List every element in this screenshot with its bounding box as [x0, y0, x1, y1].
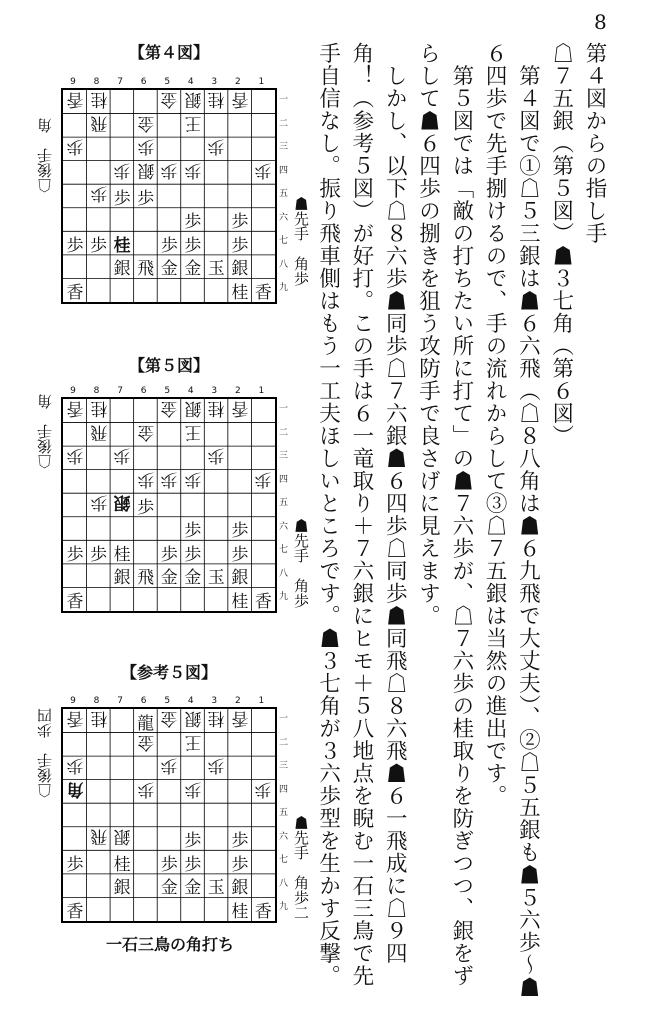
sente-piece: 銀 — [113, 878, 131, 899]
gote-piece: 銀 — [184, 398, 202, 419]
sente-piece: 歩 — [184, 235, 202, 256]
sente-piece: 歩 — [231, 544, 249, 565]
sente-piece: 香 — [254, 282, 272, 303]
sente-piece: 銀 — [113, 568, 131, 589]
gote-piece: 桂 — [90, 708, 108, 729]
sente-piece: 歩 — [66, 544, 84, 565]
sente-piece: 歩 — [184, 212, 202, 233]
gote-piece: 歩 — [113, 445, 131, 466]
shogi-board — [61, 88, 277, 304]
sente-piece: 玉 — [207, 878, 225, 899]
file-label: 5 — [164, 77, 171, 87]
gote-piece: 桂 — [90, 398, 108, 419]
gote-piece: 角 — [66, 779, 84, 800]
gote-piece: 銀 — [184, 708, 202, 729]
gote-piece: 銀 — [184, 89, 202, 110]
sente-piece: 銀 — [231, 878, 249, 899]
gote-piece: 歩 — [184, 779, 202, 800]
paragraph: 第５図では「敵の打ちたい所に打て」の☗７六歩が、☖７六歩の桂取りを防ぎつつ、銀をずらして☗６四歩の捌きを狙う攻防手で良さげに見えます。 — [415, 42, 474, 987]
sente-piece: 歩 — [66, 235, 84, 256]
file-label: 4 — [187, 386, 194, 396]
rank-label: 八 — [279, 568, 289, 579]
sente-piece: 歩 — [231, 831, 249, 852]
file-label: 9 — [70, 696, 76, 706]
sente-piece: 玉 — [207, 568, 225, 589]
rank-label: 六 — [279, 831, 289, 842]
file-label: 6 — [140, 77, 147, 87]
gote-hand: ☖後手 角 — [36, 118, 54, 193]
paragraph: しかし、以下☖８六歩☗同歩☖７六銀☗６四歩☖同歩☗同飛☖８六飛☗６一飛成に☖９四角！（参考５図）が好打。この手は６一竜取り＋７六銀にヒモ＋５八地点を睨む一石三鳥で先手自信なし。振り飛車側はもう一工夫ほしいところです。☗３七角が３六歩型を生かす反撃。 — [315, 42, 408, 987]
file-label: 7 — [117, 77, 123, 87]
gote-hand: ☖後手 歩四 — [36, 708, 54, 798]
gote-piece: 香 — [231, 708, 249, 729]
file-label: 6 — [140, 386, 147, 396]
gote-piece: 歩 — [254, 160, 272, 181]
sente-piece: 歩 — [90, 235, 108, 256]
gote-piece: 王 — [184, 732, 202, 753]
paragraph: ☖７五銀（第５図）☗３七角（第６図） — [548, 42, 574, 447]
rank-label: 七 — [279, 236, 289, 247]
gote-piece: 飛 — [90, 826, 108, 847]
sente-piece: 香 — [66, 901, 84, 922]
gote-piece: 歩 — [184, 160, 202, 181]
file-label: 7 — [117, 386, 123, 396]
rank-label: 二 — [279, 427, 289, 438]
sente-piece: 金 — [184, 259, 202, 280]
sente-piece: 歩 — [231, 235, 249, 256]
rank-label: 四 — [279, 474, 289, 485]
sente-piece: 歩 — [184, 521, 202, 542]
gote-piece: 歩 — [90, 183, 108, 204]
gote-piece: 銀 — [137, 160, 155, 181]
diagram-caption: 【参考５図】 — [120, 663, 217, 682]
diagram-caption: 【第５図】 — [128, 356, 209, 375]
rank-label: 八 — [279, 259, 289, 270]
file-label: 3 — [211, 696, 218, 706]
file-label: 8 — [93, 386, 100, 396]
rank-label: 四 — [279, 165, 289, 176]
paragraph: 第４図からの指し手 — [582, 42, 607, 245]
file-label: 1 — [258, 77, 265, 87]
file-label: 2 — [234, 696, 241, 706]
sente-piece: 桂 — [231, 901, 249, 922]
sente-hand: ☗先手 角歩 — [292, 518, 310, 608]
gote-piece: 歩 — [66, 136, 84, 157]
sente-piece: 金 — [160, 568, 178, 589]
rank-label: 三 — [279, 761, 289, 772]
sente-piece: 歩 — [184, 831, 202, 852]
file-label: 9 — [70, 77, 76, 87]
file-label: 8 — [93, 696, 100, 706]
file-label: 9 — [70, 386, 76, 396]
gote-piece: 桂 — [207, 708, 225, 729]
gote-piece: 王 — [184, 113, 202, 134]
rank-label: 九 — [279, 283, 289, 294]
gote-piece: 桂 — [207, 398, 225, 419]
gote-piece: 歩 — [137, 469, 155, 490]
rank-label: 六 — [279, 212, 289, 223]
file-label: 5 — [164, 386, 171, 396]
file-label: 8 — [93, 77, 100, 87]
sente-piece: 桂 — [113, 854, 131, 875]
rank-label: 五 — [279, 498, 289, 509]
sente-piece: 金 — [184, 878, 202, 899]
gote-piece: 歩 — [184, 469, 202, 490]
sente-piece: 桂 — [113, 235, 131, 256]
rank-label: 三 — [279, 451, 289, 462]
gote-piece: 歩 — [66, 445, 84, 466]
rank-label: 六 — [279, 521, 289, 532]
rank-label: 五 — [279, 189, 289, 200]
sente-piece: 香 — [254, 901, 272, 922]
gote-piece: 香 — [66, 708, 84, 729]
rank-label: 一 — [279, 714, 289, 724]
file-label: 1 — [258, 696, 265, 706]
gote-piece: 歩 — [207, 136, 225, 157]
rank-label: 七 — [279, 545, 289, 556]
paragraph: 第４図で①☖５三銀は☗６六飛（☖８八角は☗６九飛で大丈夫）、②☖５五銀も☗５六歩～☗６四歩で先手捌けるので、手の流れからして③☖７五銀は当然の進出です。 — [482, 42, 541, 999]
sente-piece: 歩 — [231, 854, 249, 875]
gote-piece: 歩 — [207, 755, 225, 776]
gote-piece: 歩 — [160, 160, 178, 181]
sente-piece: 歩 — [231, 521, 249, 542]
sente-piece: 歩 — [160, 854, 178, 875]
sente-piece: 銀 — [231, 259, 249, 280]
gote-piece: 香 — [231, 398, 249, 419]
gote-piece: 金 — [137, 732, 155, 753]
main-text — [311, 42, 611, 1002]
gote-piece: 歩 — [113, 160, 131, 181]
gote-piece: 歩 — [207, 445, 225, 466]
page-number: 8 — [594, 10, 607, 34]
sente-hand: ☗先手 角歩二 — [292, 815, 310, 920]
sente-piece: 銀 — [113, 259, 131, 280]
rank-label: 八 — [279, 878, 289, 889]
file-label: 7 — [117, 696, 123, 706]
gote-piece: 香 — [231, 89, 249, 110]
sente-piece: 香 — [254, 591, 272, 612]
diagram-caption: 【第４図】 — [128, 43, 209, 62]
gote-piece: 桂 — [207, 89, 225, 110]
rank-label: 二 — [279, 737, 289, 748]
rank-label: 三 — [279, 142, 289, 153]
gote-piece: 歩 — [137, 779, 155, 800]
sente-piece: 歩 — [137, 188, 155, 209]
rank-label: 七 — [279, 855, 289, 866]
gote-piece: 金 — [160, 708, 178, 729]
shogi-board — [61, 707, 277, 923]
sente-hand: ☗先手 角歩 — [292, 196, 310, 286]
sente-piece: 歩 — [160, 235, 178, 256]
sente-piece: 桂 — [231, 591, 249, 612]
sente-piece: 歩 — [184, 544, 202, 565]
sente-piece: 金 — [184, 568, 202, 589]
figure-caption: 一石三鳥の角打ち — [105, 935, 234, 954]
gote-piece: 歩 — [66, 755, 84, 776]
rank-label: 四 — [279, 784, 289, 795]
sente-piece: 歩 — [231, 212, 249, 233]
sente-piece: 金 — [160, 878, 178, 899]
sente-piece: 歩 — [160, 544, 178, 565]
sente-piece: 飛 — [137, 259, 155, 280]
file-label: 3 — [211, 77, 218, 87]
rank-label: 五 — [279, 808, 289, 819]
sente-piece: 桂 — [231, 282, 249, 303]
gote-piece: 王 — [184, 422, 202, 443]
sente-piece: 歩 — [113, 188, 131, 209]
gote-hand: ☖後手 角 — [36, 394, 54, 469]
sente-piece: 玉 — [207, 259, 225, 280]
gote-piece: 香 — [66, 398, 84, 419]
gote-piece: 金 — [137, 113, 155, 134]
rank-label: 二 — [279, 118, 289, 129]
sente-piece: 香 — [66, 591, 84, 612]
gote-piece: 銀 — [113, 826, 131, 847]
gote-piece: 金 — [160, 398, 178, 419]
sente-piece: 歩 — [90, 544, 108, 565]
sente-piece: 龍 — [137, 713, 155, 734]
file-label: 2 — [234, 386, 241, 396]
gote-piece: 桂 — [90, 89, 108, 110]
file-label: 5 — [164, 696, 171, 706]
file-label: 4 — [187, 696, 194, 706]
sente-piece: 銀 — [231, 568, 249, 589]
file-label: 2 — [234, 77, 241, 87]
file-label: 6 — [140, 696, 147, 706]
sente-piece: 飛 — [137, 568, 155, 589]
gote-piece: 歩 — [90, 492, 108, 513]
gote-piece: 歩 — [137, 136, 155, 157]
gote-piece: 歩 — [254, 469, 272, 490]
gote-piece: 飛 — [90, 113, 108, 134]
gote-piece: 銀 — [113, 492, 131, 513]
file-label: 3 — [211, 386, 218, 396]
rank-label: 一 — [279, 404, 289, 414]
file-label: 4 — [187, 77, 194, 87]
sente-piece: 香 — [66, 282, 84, 303]
sente-piece: 歩 — [184, 854, 202, 875]
gote-piece: 歩 — [254, 779, 272, 800]
gote-piece: 金 — [137, 422, 155, 443]
sente-piece: 歩 — [137, 497, 155, 518]
sente-piece: 桂 — [113, 544, 131, 565]
gote-piece: 香 — [66, 89, 84, 110]
file-label: 1 — [258, 386, 265, 396]
rank-label: 一 — [279, 95, 289, 105]
shogi-board — [61, 397, 277, 613]
rank-label: 九 — [279, 592, 289, 603]
gote-piece: 歩 — [160, 755, 178, 776]
gote-piece: 飛 — [90, 422, 108, 443]
gote-piece: 金 — [160, 89, 178, 110]
gote-piece: 歩 — [160, 469, 178, 490]
rank-label: 九 — [279, 902, 289, 913]
sente-piece: 歩 — [66, 854, 84, 875]
sente-piece: 金 — [160, 259, 178, 280]
